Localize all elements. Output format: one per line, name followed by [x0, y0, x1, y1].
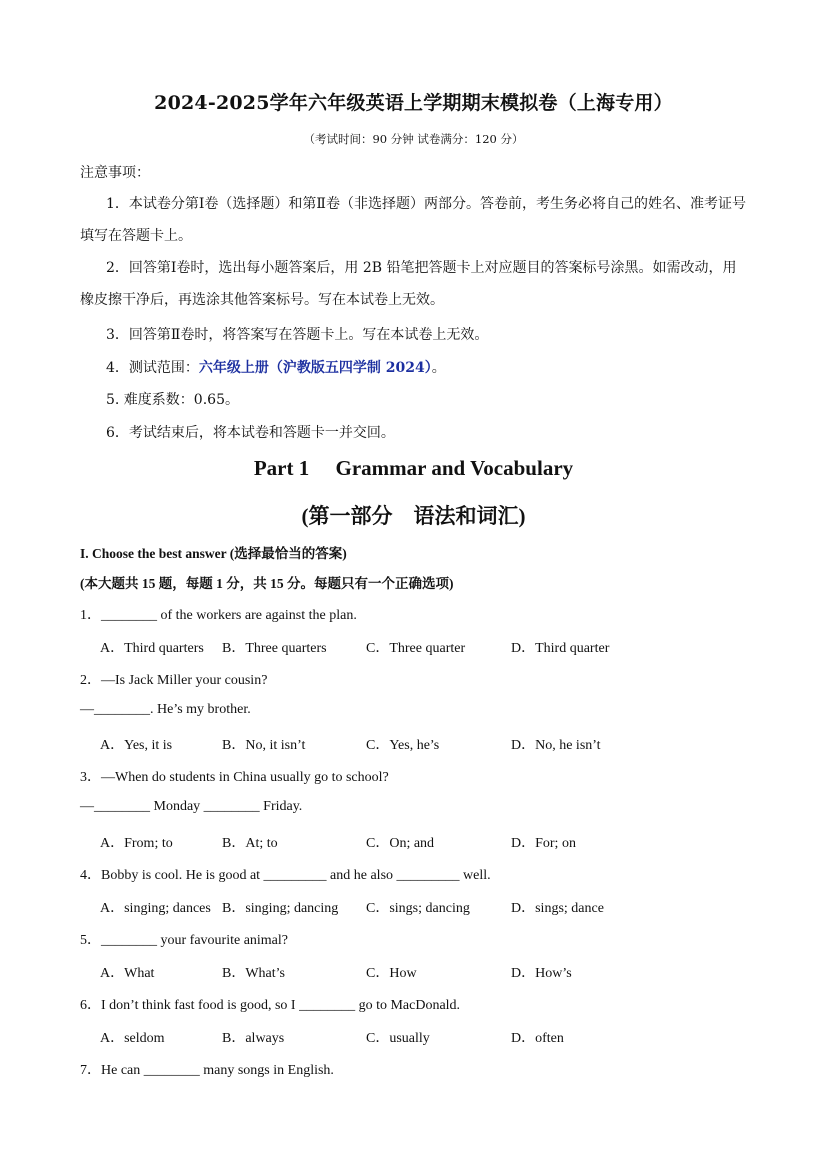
question-1: 1．________ of the workers are against the plan.	[80, 608, 357, 623]
q3-option-d: D．For; on	[511, 836, 576, 851]
question-5: 5．________ your favourite animal?	[80, 933, 289, 948]
q6-option-a: A．seldom	[100, 1031, 165, 1046]
note-item-2: 2．回答第Ⅰ卷时，选出每小题答案后，用 2B 铅笔把答题卡上对应题目的答案标号涂黑。如需改动，用橡皮擦干净后，再选涂其他答案标号。写在本试卷上无效。	[80, 260, 737, 308]
q3-option-c: C．On; and	[366, 836, 435, 851]
question-2-line-2: —________. He’s my brother.	[80, 702, 251, 717]
q2-option-b: B．No, it isn’t	[222, 738, 306, 753]
note-item-4-prefix: 4．测试范围：	[106, 360, 199, 376]
notes-heading: 注意事项：	[80, 165, 150, 181]
q4-option-a: A．singing; dances	[100, 901, 211, 916]
question-3-line-2: —________ Monday ________ Friday.	[80, 799, 303, 814]
test-scope: 六年级上册（沪教版五四学制 2024）	[198, 360, 432, 376]
q2-option-a: A．Yes, it is	[100, 738, 173, 753]
note-item-3: 3．回答第Ⅱ卷时，将答案写在答题卡上。写在本试卷上无效。	[106, 327, 489, 343]
note-item-4	[106, 357, 446, 377]
q4-option-d: D．sings; dance	[511, 901, 604, 916]
q5-option-c: C．How	[366, 966, 417, 981]
q1-option-c: C．Three quarter	[366, 641, 466, 656]
q2-option-c: C．Yes, he’s	[366, 738, 440, 753]
section-heading: I. Choose the best answer (选择最恰当的答案)	[80, 546, 347, 561]
q5-option-a: A．What	[100, 966, 155, 981]
note-item-6: 6．考试结束后，将本试卷和答题卡一并交回。	[106, 425, 395, 441]
q5-option-b: B．What’s	[222, 966, 285, 981]
part-title-cn: (第一部分 语法和词汇)	[301, 504, 526, 528]
note-item-4-suffix: 。	[431, 360, 446, 376]
q1-option-a: A．Third quarters	[100, 641, 204, 656]
note-item-1: 1．本试卷分第Ⅰ卷（选择题）和第Ⅱ卷（非选择题）两部分。答卷前，考生务必将自己的姓名、准考证号填写在答题卡上。	[80, 196, 746, 244]
part-title: Part 1 Grammar and Vocabulary	[253, 456, 574, 480]
section-instruction: (本大题共 15 题，每题 1 分，共 15 分。每题只有一个正确选项)	[80, 576, 454, 591]
question-6: 6．I don’t think fast food is good, so I ________ go to MacDonald.	[80, 998, 461, 1013]
exam-title: 2024-2025学年六年级英语上学期期末模拟卷（上海专用）	[154, 92, 673, 114]
q3-option-a: A．From; to	[100, 836, 173, 851]
question-2: 2．—Is Jack Miller your cousin?	[80, 673, 268, 688]
question-7: 7．He can ________ many songs in English.	[80, 1063, 334, 1078]
q1-option-b: B．Three quarters	[222, 641, 327, 656]
q5-option-d: D．How’s	[511, 966, 572, 981]
q6-option-d: D．often	[511, 1031, 564, 1046]
q6-option-c: C．usually	[366, 1031, 430, 1046]
q4-option-c: C．sings; dancing	[366, 901, 470, 916]
question-4: 4．Bobby is cool. He is good at _________ and he also _________ well.	[80, 868, 491, 883]
q2-option-d: D．No, he isn’t	[511, 738, 601, 753]
q3-option-b: B．At; to	[222, 836, 278, 851]
question-3: 3．—When do students in China usually go to school?	[80, 770, 389, 785]
q1-option-d: D．Third quarter	[511, 641, 610, 656]
q4-option-b: B．singing; dancing	[222, 901, 339, 916]
q6-option-b: B．always	[222, 1031, 285, 1046]
note-item-5: 5. 难度系数：0.65。	[106, 392, 239, 408]
exam-subtitle: （考试时间：90 分钟 试卷满分：120 分）	[303, 132, 524, 146]
